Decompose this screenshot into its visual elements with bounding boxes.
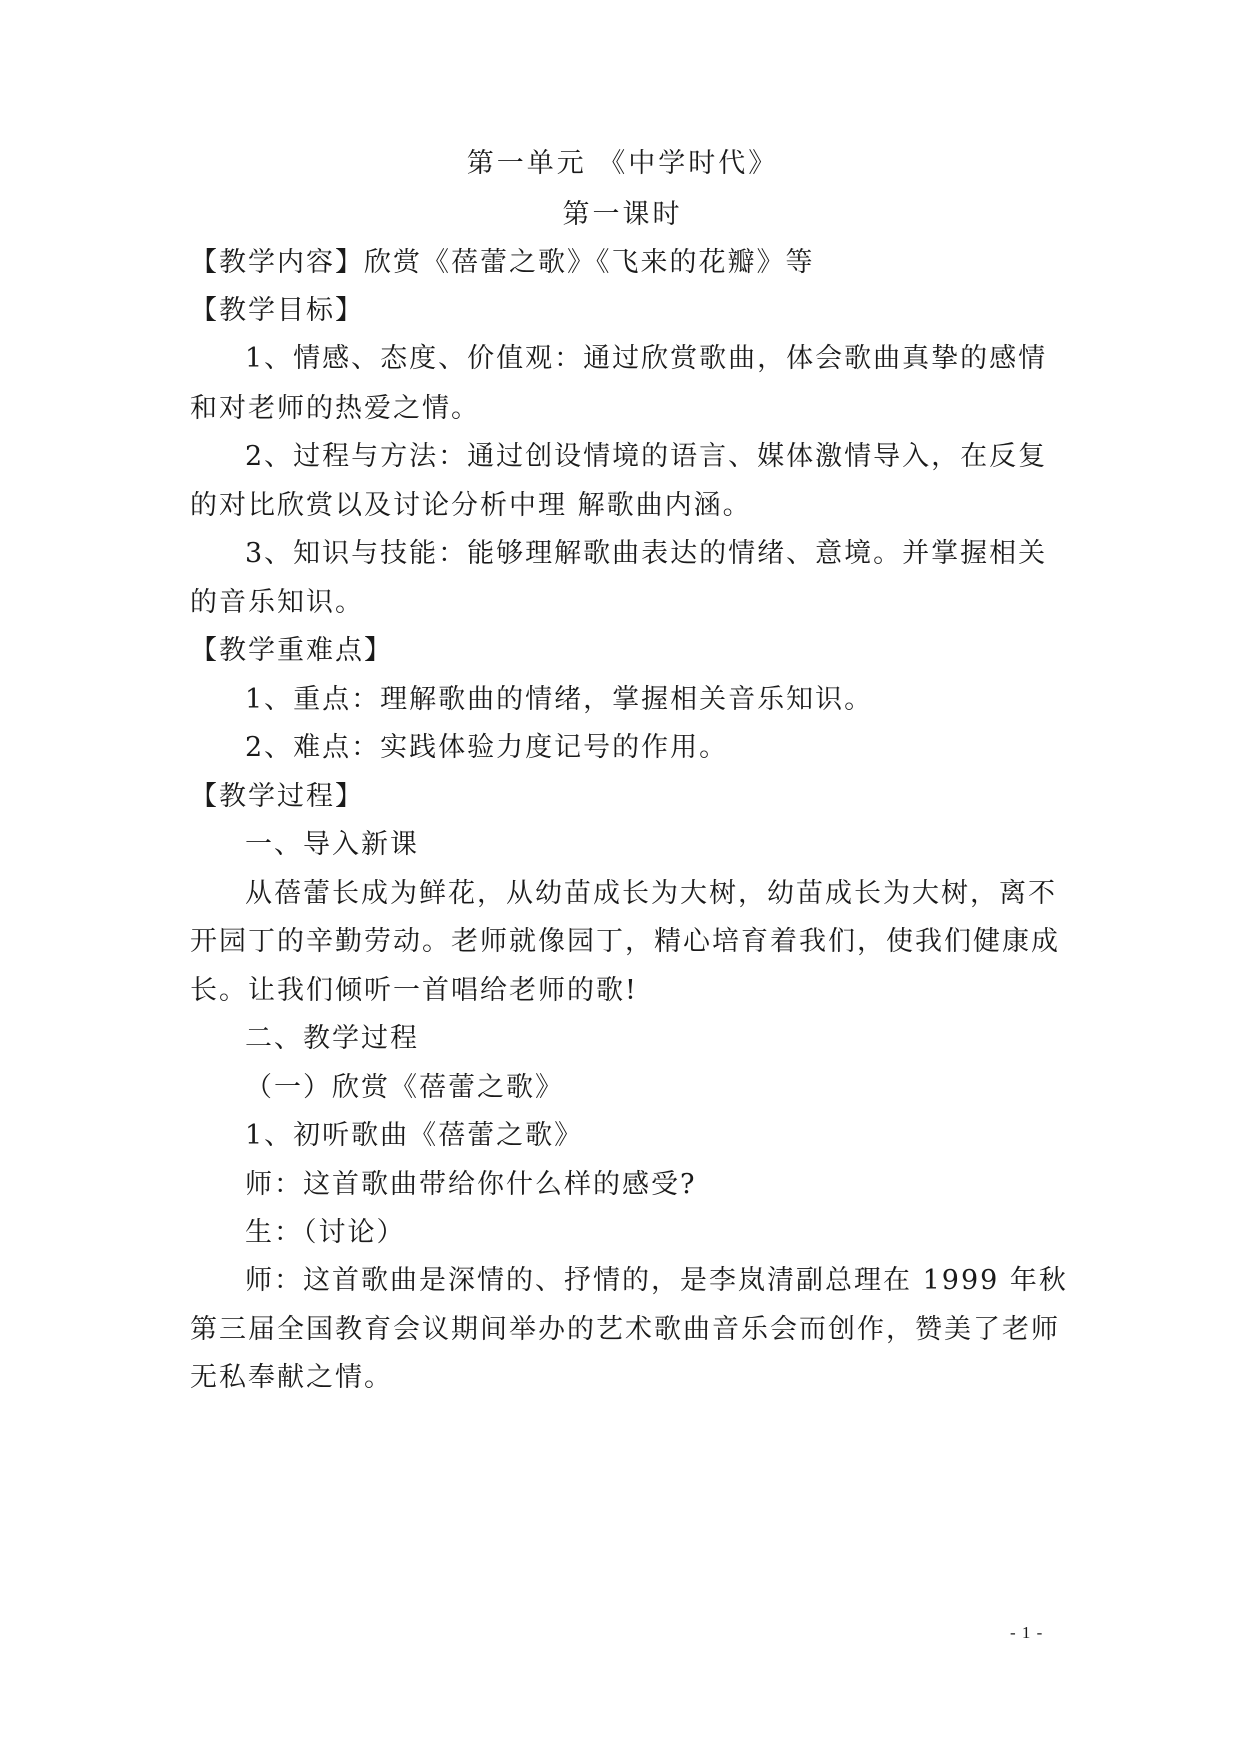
key-point-2: 2、难点：实践体验力度记号的作用。 xyxy=(245,732,729,763)
intro-line-2: 开园丁的辛勤劳动。老师就像园丁，精心培育着我们，使我们健康成 xyxy=(190,926,1060,957)
intro-line-1: 从蓓蕾长成为鲜花，从幼苗成长为大树，幼苗成长为大树，离不 xyxy=(245,878,1057,909)
goal-3-line-1: 3、知识与技能：能够理解歌曲表达的情绪、意境。并掌握相关 xyxy=(245,538,1048,569)
key-point-1: 1、重点：理解歌曲的情绪，掌握相关音乐知识。 xyxy=(245,684,874,715)
teaching-goals-heading: 【教学目标】 xyxy=(190,295,364,326)
goal-2-line-1: 2、过程与方法：通过创设情境的语言、媒体激情导入，在反复 xyxy=(245,441,1048,472)
section-2-heading: 二、教学过程 xyxy=(245,1023,419,1054)
goal-1-line-2: 和对老师的热爱之情。 xyxy=(190,393,480,424)
goal-3-line-2: 的音乐知识。 xyxy=(190,587,364,618)
student-answer: 生：（讨论） xyxy=(245,1217,406,1248)
subsection-1-heading: （一）欣赏《蓓蕾之歌》 xyxy=(245,1072,564,1103)
goal-2-line-2: 的对比欣赏以及讨论分析中理 解歌曲内涵。 xyxy=(190,490,752,521)
document-title: 第一单元 《中学时代》 xyxy=(466,148,779,179)
teacher-line-1: 师：这首歌曲是深情的、抒情的，是李岚清副总理在 1999 年秋 xyxy=(245,1265,1068,1296)
goal-1-line-1: 1、情感、态度、价值观：通过欣赏歌曲，体会歌曲真挚的感情 xyxy=(245,343,1048,374)
section-1-heading: 一、导入新课 xyxy=(245,829,419,860)
teacher-question: 师：这首歌曲带给你什么样的感受? xyxy=(245,1169,697,1200)
lesson-subtitle: 第一课时 xyxy=(562,199,683,230)
step-1: 1、初听歌曲《蓓蕾之歌》 xyxy=(245,1120,584,1151)
teacher-line-2: 第三届全国教育会议期间举办的艺术歌曲音乐会而创作，赞美了老师 xyxy=(190,1314,1060,1345)
key-points-heading: 【教学重难点】 xyxy=(190,635,393,666)
intro-line-3: 长。让我们倾听一首唱给老师的歌! xyxy=(190,975,638,1006)
page-number: - 1 - xyxy=(1010,1623,1044,1642)
teacher-line-3: 无私奉献之情。 xyxy=(190,1362,393,1393)
process-heading: 【教学过程】 xyxy=(190,781,364,812)
teaching-content: 【教学内容】欣赏《蓓蕾之歌》《飞来的花瓣》等 xyxy=(190,247,815,278)
